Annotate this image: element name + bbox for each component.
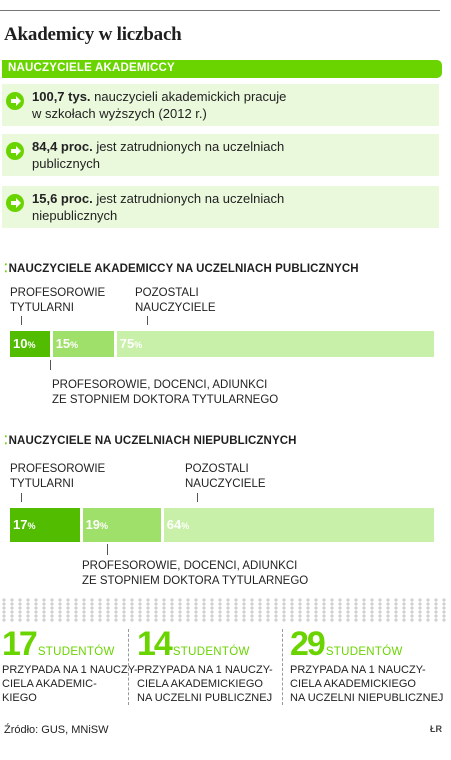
bar-segment-1 (10, 331, 50, 357)
stat-3 (290, 627, 446, 705)
bar-segment-label: 17% (13, 517, 36, 532)
desc-line: CIELA AKADEMIC- (2, 678, 97, 690)
chart-1-bar (10, 331, 437, 357)
top-rule (0, 10, 440, 11)
bar-segment-2 (83, 508, 161, 542)
source-note: Źródło: GUS, MNiSW (4, 724, 109, 736)
fact-line1: jest zatrudnionych na uczelniach (92, 139, 285, 154)
desc-line: CIELA AKADEMICKIEGO (290, 678, 416, 690)
label-line: POZOSTALI (185, 463, 249, 475)
fact-text (32, 190, 427, 224)
fact-text (32, 138, 427, 172)
chart-1-label-left (10, 286, 105, 316)
desc-line: CIELA AKADEMICKIEGO (137, 678, 263, 690)
percent-sign: % (70, 340, 79, 350)
fact-text (32, 88, 427, 122)
chart-2-pointer-bottom (107, 544, 108, 555)
arrow-right-icon (6, 142, 24, 160)
label-line: NAUCZYCIELE (135, 302, 216, 314)
stat-number: 17 (2, 625, 36, 663)
dots-icon: ⁚ (4, 263, 7, 275)
bar-segment-label: 10% (13, 336, 36, 351)
label-line: NAUCZYCIELE (185, 478, 266, 490)
label-line: ZE STOPNIEM DOKTORA TYTULARNEGO (52, 394, 279, 406)
chart-2-bar (10, 508, 437, 542)
label-line: TYTULARNI (10, 302, 74, 314)
fact-bold: 15,6 proc. (32, 191, 93, 206)
chart-2-title-text: NAUCZYCIELE NA UCZELNIACH NIEPUBLICZNYCH (8, 435, 297, 447)
bar-segment-3 (117, 331, 434, 357)
chart-2-label-bottom (82, 559, 308, 589)
stat-1 (2, 627, 142, 705)
label-line: PROFESOROWIE, DOCENCI, ADIUNKCI (52, 379, 268, 391)
label-line: POZOSTALI (135, 287, 199, 299)
fact-line1: jest zatrudnionych na uczelniach (92, 191, 285, 206)
fact-line2: niepublicznych (32, 208, 118, 223)
stat-unit: STUDENTÓW (172, 646, 250, 658)
fact-bold: 84,4 proc. (32, 139, 93, 154)
author-credit: ŁR (430, 724, 442, 734)
chart-1-pointer-bottom (50, 360, 51, 370)
fact-bold: 100,7 tys. (32, 89, 91, 104)
stat-desc (2, 663, 142, 705)
percent-sign: % (27, 340, 36, 350)
label-line: PROFESOROWIE (10, 463, 106, 475)
bar-segment-2 (53, 331, 114, 357)
chart-1-title (4, 261, 359, 275)
chart-2-label-left (10, 462, 105, 492)
percent-sign: % (181, 521, 190, 531)
section-header-bar (2, 60, 442, 78)
bar-segment-label: 15% (55, 336, 79, 351)
label-line: TYTULARNI (10, 478, 74, 490)
chart-1-pointer-left (21, 316, 22, 325)
desc-line: NA UCZELNI PUBLICZNEJ (137, 692, 273, 704)
arrow-right-icon (6, 92, 24, 110)
dots-icon: ⁚ (4, 435, 7, 447)
percent-sign: % (100, 521, 109, 531)
fact-box-1 (2, 84, 439, 126)
stat-unit: STUDENTÓW (37, 646, 115, 658)
desc-line: NA UCZELNI NIEPUBLICZNEJ (290, 692, 444, 704)
stat-number: 29 (290, 625, 324, 663)
chart-1-title-text: NAUCZYCIELE AKADEMICCY NA UCZELNIACH PUBLICZNYCH (8, 263, 359, 275)
bar-segment-label: 75% (119, 336, 143, 351)
chart-2-pointer-left (21, 493, 22, 502)
chart-2-label-right (185, 462, 266, 492)
stat-number: 14 (137, 625, 171, 663)
dotted-divider (0, 598, 446, 610)
fact-box-3 (2, 186, 439, 228)
chart-1-label-bottom (52, 378, 278, 408)
bar-segment-label: 19% (85, 517, 109, 532)
arrow-right-icon (6, 194, 24, 212)
page-title: Akademicy w liczbach (4, 24, 182, 45)
percent-sign: % (27, 521, 36, 531)
stat-divider (128, 629, 129, 705)
chart-1-label-right (135, 286, 216, 316)
stat-desc (290, 663, 446, 705)
fact-line2: w szkołach wyższych (2012 r.) (32, 106, 207, 121)
fact-box-2 (2, 134, 439, 176)
desc-line: KIEGO (2, 692, 37, 704)
label-line: ZE STOPNIEM DOKTORA TYTULARNEGO (82, 575, 309, 587)
label-line: PROFESOROWIE (10, 287, 106, 299)
chart-1-pointer-right (147, 316, 148, 325)
section-header-label: NAUCZYCIELE AKADEMICCY (8, 62, 175, 74)
chart-2-pointer-right (197, 493, 198, 502)
percent-sign: % (134, 340, 143, 350)
chart-2-title (4, 433, 297, 447)
desc-line: PRZYPADA NA 1 NAUCZY- (290, 664, 426, 676)
bar-segment-label: 64% (166, 517, 190, 532)
bar-segment-1 (10, 508, 80, 542)
stat-unit: STUDENTÓW (325, 646, 403, 658)
desc-line: PRZYPADA NA 1 NAUCZY- (2, 664, 138, 676)
dotted-divider (0, 610, 446, 622)
stat-2 (137, 627, 277, 705)
fact-line1: nauczycieli akademickich pracuje (90, 89, 287, 104)
desc-line: PRZYPADA NA 1 NAUCZY- (137, 664, 273, 676)
stat-divider (282, 629, 283, 705)
bar-segment-3 (164, 508, 434, 542)
fact-line2: publicznych (32, 156, 100, 171)
label-line: PROFESOROWIE, DOCENCI, ADIUNKCI (82, 560, 298, 572)
stat-desc (137, 663, 277, 705)
